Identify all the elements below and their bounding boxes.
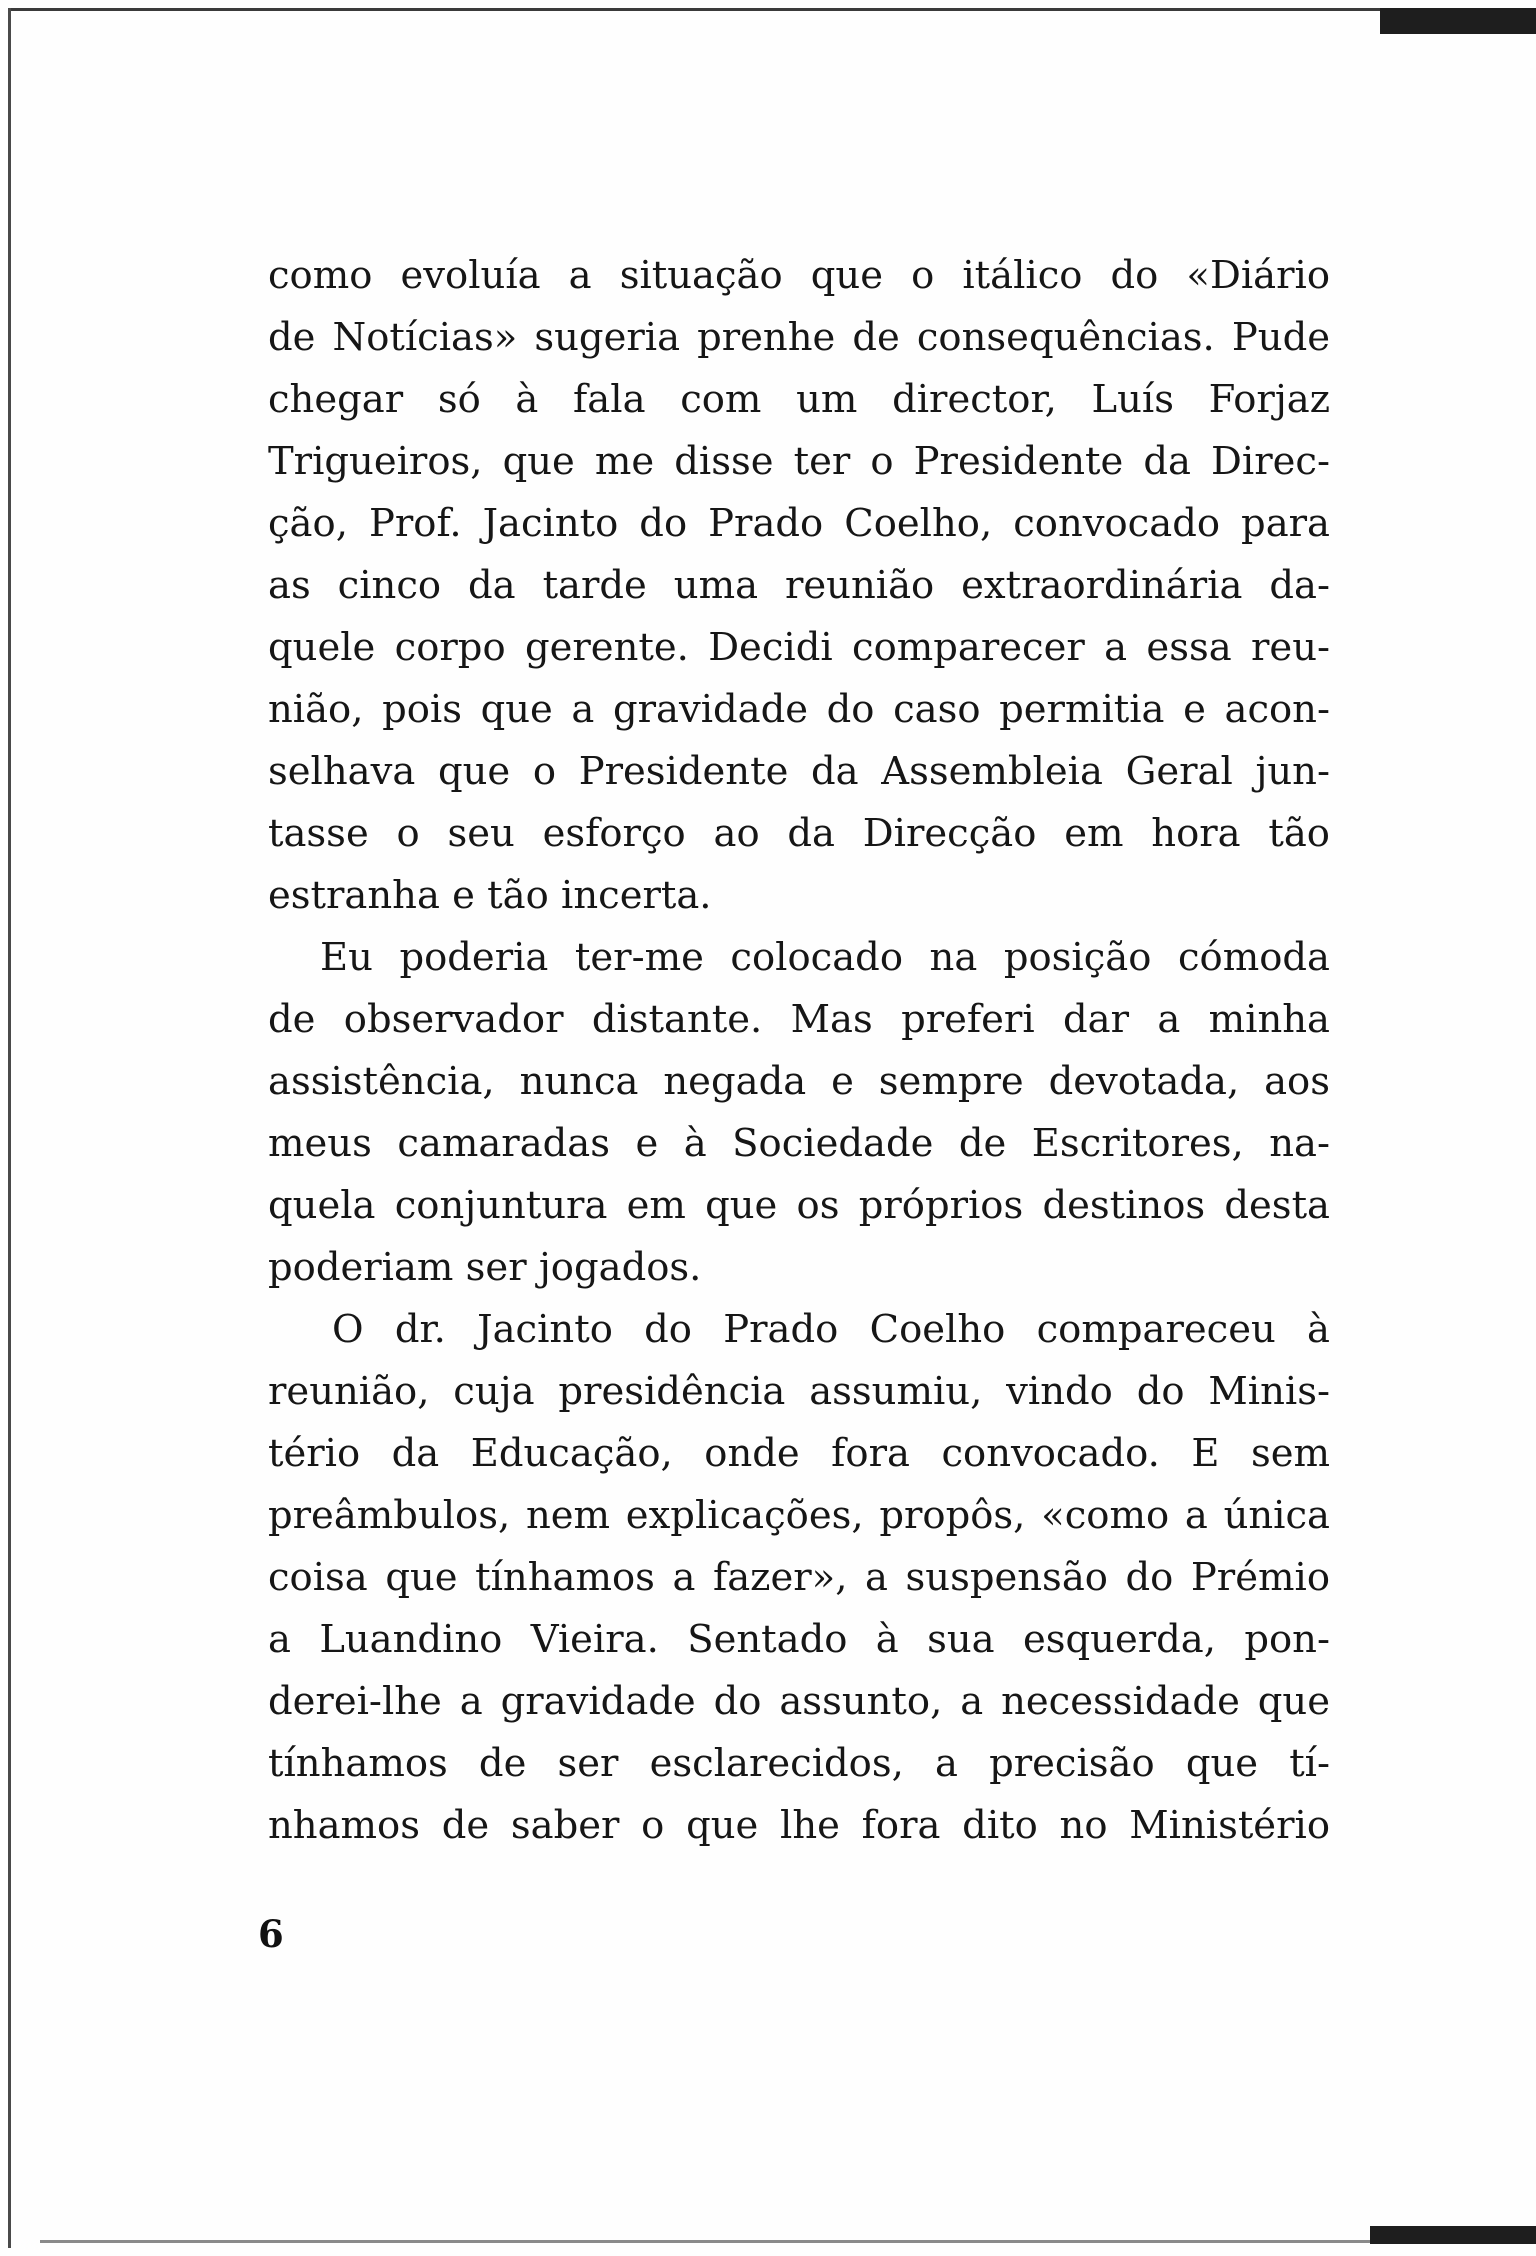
- text-line: coisa que tínhamos a fazer», a suspensão do Prémio: [268, 1555, 1330, 1600]
- text-line: assistência, nunca negada e sempre devotada, aos: [268, 1059, 1330, 1104]
- text-line: a Luandino Vieira. Sentado à sua esquerda, pon-: [268, 1617, 1330, 1662]
- text-line: selhava que o Presidente da Assembleia Geral jun-: [268, 749, 1330, 794]
- text-line: tério da Educação, onde fora convocado. E sem: [268, 1431, 1330, 1476]
- text-line: quele corpo gerente. Decidi comparecer a essa reu-: [268, 625, 1330, 670]
- text-line: poderiam ser jogados.: [268, 1245, 702, 1290]
- scan-edge-bottom: [40, 2240, 1530, 2243]
- body-text: [268, 245, 1330, 1857]
- text-line: tínhamos de ser esclarecidos, a precisão que tí-: [268, 1741, 1330, 1786]
- page-number: 6: [258, 1912, 284, 1956]
- text-line: O dr. Jacinto do Prado Coelho compareceu à: [332, 1307, 1330, 1352]
- scan-edge-left: [8, 8, 11, 2248]
- text-line: de observador distante. Mas preferi dar a minha: [268, 997, 1330, 1042]
- scan-shadow-top-right: [1380, 8, 1536, 34]
- scan-edge-top: [8, 8, 1526, 11]
- text-line: quela conjuntura em que os próprios destinos desta: [268, 1183, 1330, 1228]
- text-line: como evoluía a situação que o itálico do «Diário: [268, 253, 1330, 298]
- text-line: Eu poderia ter-me colocado na posição cómoda: [320, 935, 1330, 980]
- text-line: tasse o seu esforço ao da Direcção em hora tão: [268, 811, 1330, 856]
- text-line: nhamos de saber o que lhe fora dito no Ministério: [268, 1803, 1330, 1848]
- text-line: preâmbulos, nem explicações, propôs, «como a única: [268, 1493, 1330, 1538]
- scan-shadow-bottom-right: [1370, 2226, 1536, 2244]
- text-line: derei-lhe a gravidade do assunto, a necessidade que: [268, 1679, 1330, 1724]
- text-line: de Notícias» sugeria prenhe de consequências. Pude: [268, 315, 1330, 360]
- text-line: chegar só à fala com um director, Luís Forjaz: [268, 377, 1330, 422]
- text-line: ção, Prof. Jacinto do Prado Coelho, convocado para: [268, 501, 1330, 546]
- text-line: reunião, cuja presidência assumiu, vindo do Minis-: [268, 1369, 1330, 1414]
- text-line: estranha e tão incerta.: [268, 873, 712, 918]
- text-line: meus camaradas e à Sociedade de Escritores, na-: [268, 1121, 1330, 1166]
- text-line: Trigueiros, que me disse ter o Presidente da Direc-: [268, 439, 1330, 484]
- text-line: as cinco da tarde uma reunião extraordinária da-: [268, 563, 1330, 608]
- text-line: nião, pois que a gravidade do caso permitia e acon-: [268, 687, 1330, 732]
